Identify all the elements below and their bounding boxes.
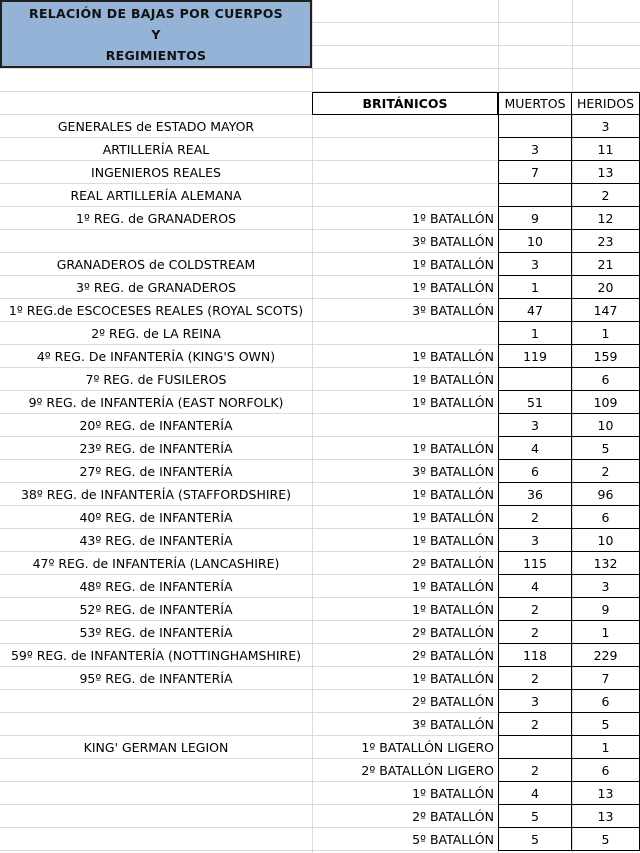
muertos-cell[interactable]: 4 bbox=[498, 782, 572, 805]
battalion-cell[interactable]: 1º BATALLÓN bbox=[412, 602, 494, 617]
regiment-name[interactable] bbox=[0, 690, 312, 713]
heridos-cell[interactable]: 1 bbox=[572, 322, 640, 345]
muertos-cell[interactable]: 51 bbox=[498, 391, 572, 414]
muertos-cell[interactable]: 36 bbox=[498, 483, 572, 506]
battalion-cell[interactable]: 1º BATALLÓN bbox=[412, 510, 494, 525]
regiment-name[interactable]: 1º REG. de GRANADEROS bbox=[76, 211, 236, 226]
battalion-cell[interactable] bbox=[312, 184, 498, 207]
muertos-cell[interactable]: 10 bbox=[498, 230, 572, 253]
heridos-cell[interactable]: 6 bbox=[572, 368, 640, 391]
title-line-2: Y bbox=[151, 26, 161, 42]
muertos-cell[interactable]: 2 bbox=[498, 713, 572, 736]
heridos-cell[interactable]: 10 bbox=[572, 414, 640, 437]
heridos-cell[interactable]: 3 bbox=[572, 575, 640, 598]
heridos-cell[interactable]: 2 bbox=[572, 460, 640, 483]
header-muertos: MUERTOS bbox=[498, 92, 572, 115]
heridos-cell[interactable]: 5 bbox=[572, 828, 640, 851]
battalion-cell[interactable]: 2º BATALLÓN bbox=[412, 648, 494, 663]
battalion-cell[interactable]: 1º BATALLÓN bbox=[412, 487, 494, 502]
battalion-cell[interactable]: 2º BATALLÓN LIGERO bbox=[361, 763, 494, 778]
battalion-cell[interactable]: 1º BATALLÓN bbox=[412, 441, 494, 456]
heridos-cell[interactable]: 12 bbox=[572, 207, 640, 230]
heridos-cell[interactable]: 7 bbox=[572, 667, 640, 690]
muertos-cell[interactable]: 4 bbox=[498, 437, 572, 460]
regiment-name[interactable]: 23º REG. de INFANTERÍA bbox=[79, 441, 233, 456]
muertos-cell[interactable]: 118 bbox=[498, 644, 572, 667]
muertos-cell[interactable]: 2 bbox=[498, 759, 572, 782]
regiment-name[interactable] bbox=[0, 805, 312, 828]
regiment-name[interactable]: 95º REG. de INFANTERÍA bbox=[79, 671, 233, 686]
battalion-cell[interactable]: 2º BATALLÓN bbox=[412, 694, 494, 709]
muertos-cell[interactable]: 1 bbox=[498, 276, 572, 299]
regiment-name[interactable]: 7º REG. de FUSILEROS bbox=[85, 372, 227, 387]
regiment-name[interactable]: 43º REG. de INFANTERÍA bbox=[79, 533, 233, 548]
heridos-cell[interactable]: 5 bbox=[572, 713, 640, 736]
muertos-cell[interactable]: 2 bbox=[498, 598, 572, 621]
muertos-cell[interactable]: 9 bbox=[498, 207, 572, 230]
battalion-cell[interactable]: 3º BATALLÓN bbox=[412, 303, 494, 318]
battalion-cell[interactable]: 1º BATALLÓN bbox=[412, 211, 494, 226]
heridos-cell[interactable]: 21 bbox=[572, 253, 640, 276]
heridos-cell[interactable]: 109 bbox=[572, 391, 640, 414]
battalion-cell[interactable]: 1º BATALLÓN bbox=[412, 671, 494, 686]
muertos-cell[interactable]: 4 bbox=[498, 575, 572, 598]
regiment-name[interactable]: GRANADEROS de COLDSTREAM bbox=[56, 257, 256, 272]
heridos-cell[interactable]: 96 bbox=[572, 483, 640, 506]
muertos-cell[interactable] bbox=[498, 368, 572, 391]
muertos-cell[interactable]: 5 bbox=[498, 805, 572, 828]
heridos-cell[interactable]: 6 bbox=[572, 759, 640, 782]
battalion-cell[interactable]: 2º BATALLÓN bbox=[412, 625, 494, 640]
muertos-cell[interactable]: 119 bbox=[498, 345, 572, 368]
regiment-name[interactable]: 53º REG. de INFANTERÍA bbox=[79, 625, 233, 640]
heridos-cell[interactable]: 6 bbox=[572, 506, 640, 529]
battalion-cell[interactable]: 2º BATALLÓN bbox=[412, 556, 494, 571]
muertos-cell[interactable]: 1 bbox=[498, 322, 572, 345]
regiment-name[interactable]: KING' GERMAN LEGION bbox=[83, 740, 229, 755]
battalion-cell[interactable]: 2º BATALLÓN bbox=[412, 809, 494, 824]
battalion-cell[interactable] bbox=[312, 414, 498, 437]
heridos-cell[interactable]: 23 bbox=[572, 230, 640, 253]
heridos-cell[interactable]: 9 bbox=[572, 598, 640, 621]
regiment-name[interactable]: REAL ARTILLERÍA ALEMANA bbox=[70, 188, 242, 203]
heridos-cell[interactable]: 3 bbox=[572, 115, 640, 138]
regiment-name[interactable]: 52º REG. de INFANTERÍA bbox=[79, 602, 233, 617]
regiment-name[interactable]: 3º REG. de GRANADEROS bbox=[76, 280, 236, 295]
battalion-cell[interactable] bbox=[312, 322, 498, 345]
muertos-cell[interactable]: 3 bbox=[498, 253, 572, 276]
battalion-cell[interactable]: 3º BATALLÓN bbox=[412, 234, 494, 249]
regiment-name[interactable]: 40º REG. de INFANTERÍA bbox=[79, 510, 233, 525]
heridos-cell[interactable]: 6 bbox=[572, 690, 640, 713]
battalion-cell[interactable]: 1º BATALLÓN bbox=[412, 257, 494, 272]
regiment-name[interactable] bbox=[0, 782, 312, 805]
regiment-name[interactable]: 38º REG. de INFANTERÍA (STAFFORDSHIRE) bbox=[20, 487, 292, 502]
muertos-cell[interactable]: 2 bbox=[498, 667, 572, 690]
battalion-cell[interactable]: 1º BATALLÓN bbox=[412, 395, 494, 410]
battalion-cell[interactable]: 1º BATALLÓN bbox=[412, 533, 494, 548]
battalion-cell[interactable]: 1º BATALLÓN bbox=[412, 786, 494, 801]
muertos-cell[interactable]: 3 bbox=[498, 138, 572, 161]
heridos-cell[interactable]: 20 bbox=[572, 276, 640, 299]
regiment-name[interactable]: 1º REG.de ESCOCESES REALES (ROYAL SCOTS) bbox=[8, 303, 304, 318]
regiment-name[interactable]: GENERALES de ESTADO MAYOR bbox=[57, 119, 255, 134]
header-heridos: HERIDOS bbox=[572, 92, 640, 115]
muertos-cell[interactable] bbox=[498, 115, 572, 138]
heridos-cell[interactable]: 13 bbox=[572, 805, 640, 828]
battalion-cell[interactable]: 1º BATALLÓN bbox=[412, 579, 494, 594]
battalion-cell[interactable] bbox=[312, 138, 498, 161]
heridos-cell[interactable]: 147 bbox=[572, 299, 640, 322]
regiment-name[interactable] bbox=[0, 759, 312, 782]
battalion-cell[interactable] bbox=[312, 161, 498, 184]
header-britanicos: BRITÁNICOS bbox=[312, 92, 498, 115]
heridos-cell[interactable]: 11 bbox=[572, 138, 640, 161]
muertos-cell[interactable]: 5 bbox=[498, 828, 572, 851]
muertos-cell[interactable]: 7 bbox=[498, 161, 572, 184]
muertos-cell[interactable]: 2 bbox=[498, 506, 572, 529]
regiment-name[interactable]: 9º REG. de INFANTERÍA (EAST NORFOLK) bbox=[28, 395, 284, 410]
battalion-cell[interactable]: 1º BATALLÓN LIGERO bbox=[361, 740, 494, 755]
regiment-name[interactable]: 20º REG. de INFANTERÍA bbox=[79, 418, 233, 433]
battalion-cell[interactable]: 5º BATALLÓN bbox=[412, 832, 494, 847]
battalion-cell[interactable]: 1º BATALLÓN bbox=[412, 349, 494, 364]
heridos-cell[interactable]: 13 bbox=[572, 161, 640, 184]
battalion-cell[interactable]: 1º BATALLÓN bbox=[412, 372, 494, 387]
muertos-cell[interactable]: 6 bbox=[498, 460, 572, 483]
title-line-1: RELACIÓN DE BAJAS POR CUERPOS bbox=[29, 5, 283, 21]
heridos-cell[interactable]: 2 bbox=[572, 184, 640, 207]
regiment-name[interactable] bbox=[0, 230, 312, 253]
regiment-name[interactable]: 2º REG. de LA REINA bbox=[91, 326, 221, 341]
regiment-name[interactable]: 59º REG. de INFANTERÍA (NOTTINGHAMSHIRE) bbox=[10, 648, 302, 663]
regiment-name[interactable]: 27º REG. de INFANTERÍA bbox=[79, 464, 233, 479]
muertos-cell[interactable]: 3 bbox=[498, 529, 572, 552]
muertos-cell[interactable] bbox=[498, 736, 572, 759]
heridos-cell[interactable]: 132 bbox=[572, 552, 640, 575]
regiment-name[interactable] bbox=[0, 713, 312, 736]
muertos-cell[interactable]: 3 bbox=[498, 690, 572, 713]
muertos-cell[interactable]: 3 bbox=[498, 414, 572, 437]
heridos-cell[interactable]: 5 bbox=[572, 437, 640, 460]
battalion-cell[interactable] bbox=[312, 115, 498, 138]
regiment-name[interactable]: 47º REG. de INFANTERÍA (LANCASHIRE) bbox=[32, 556, 280, 571]
heridos-cell[interactable]: 13 bbox=[572, 782, 640, 805]
battalion-cell[interactable]: 3º BATALLÓN bbox=[412, 464, 494, 479]
heridos-cell[interactable]: 229 bbox=[572, 644, 640, 667]
muertos-cell[interactable]: 115 bbox=[498, 552, 572, 575]
heridos-cell[interactable]: 10 bbox=[572, 529, 640, 552]
regiment-name[interactable]: 4º REG. De INFANTERÍA (KING'S OWN) bbox=[36, 349, 276, 364]
sheet-title-box bbox=[0, 0, 312, 68]
muertos-cell[interactable]: 47 bbox=[498, 299, 572, 322]
regiment-name[interactable]: ARTILLERÍA REAL bbox=[102, 142, 210, 157]
regiment-name[interactable]: 48º REG. de INFANTERÍA bbox=[79, 579, 233, 594]
heridos-cell[interactable]: 1 bbox=[572, 736, 640, 759]
regiment-name[interactable] bbox=[0, 828, 312, 851]
battalion-cell[interactable]: 3º BATALLÓN bbox=[412, 717, 494, 732]
grid-line bbox=[0, 68, 640, 69]
title-line-3: REGIMIENTOS bbox=[105, 47, 207, 63]
muertos-cell[interactable]: 2 bbox=[498, 621, 572, 644]
heridos-cell[interactable]: 159 bbox=[572, 345, 640, 368]
muertos-cell[interactable] bbox=[498, 184, 572, 207]
battalion-cell[interactable]: 1º BATALLÓN bbox=[412, 280, 494, 295]
regiment-name[interactable]: INGENIEROS REALES bbox=[91, 165, 221, 180]
heridos-cell[interactable]: 1 bbox=[572, 621, 640, 644]
